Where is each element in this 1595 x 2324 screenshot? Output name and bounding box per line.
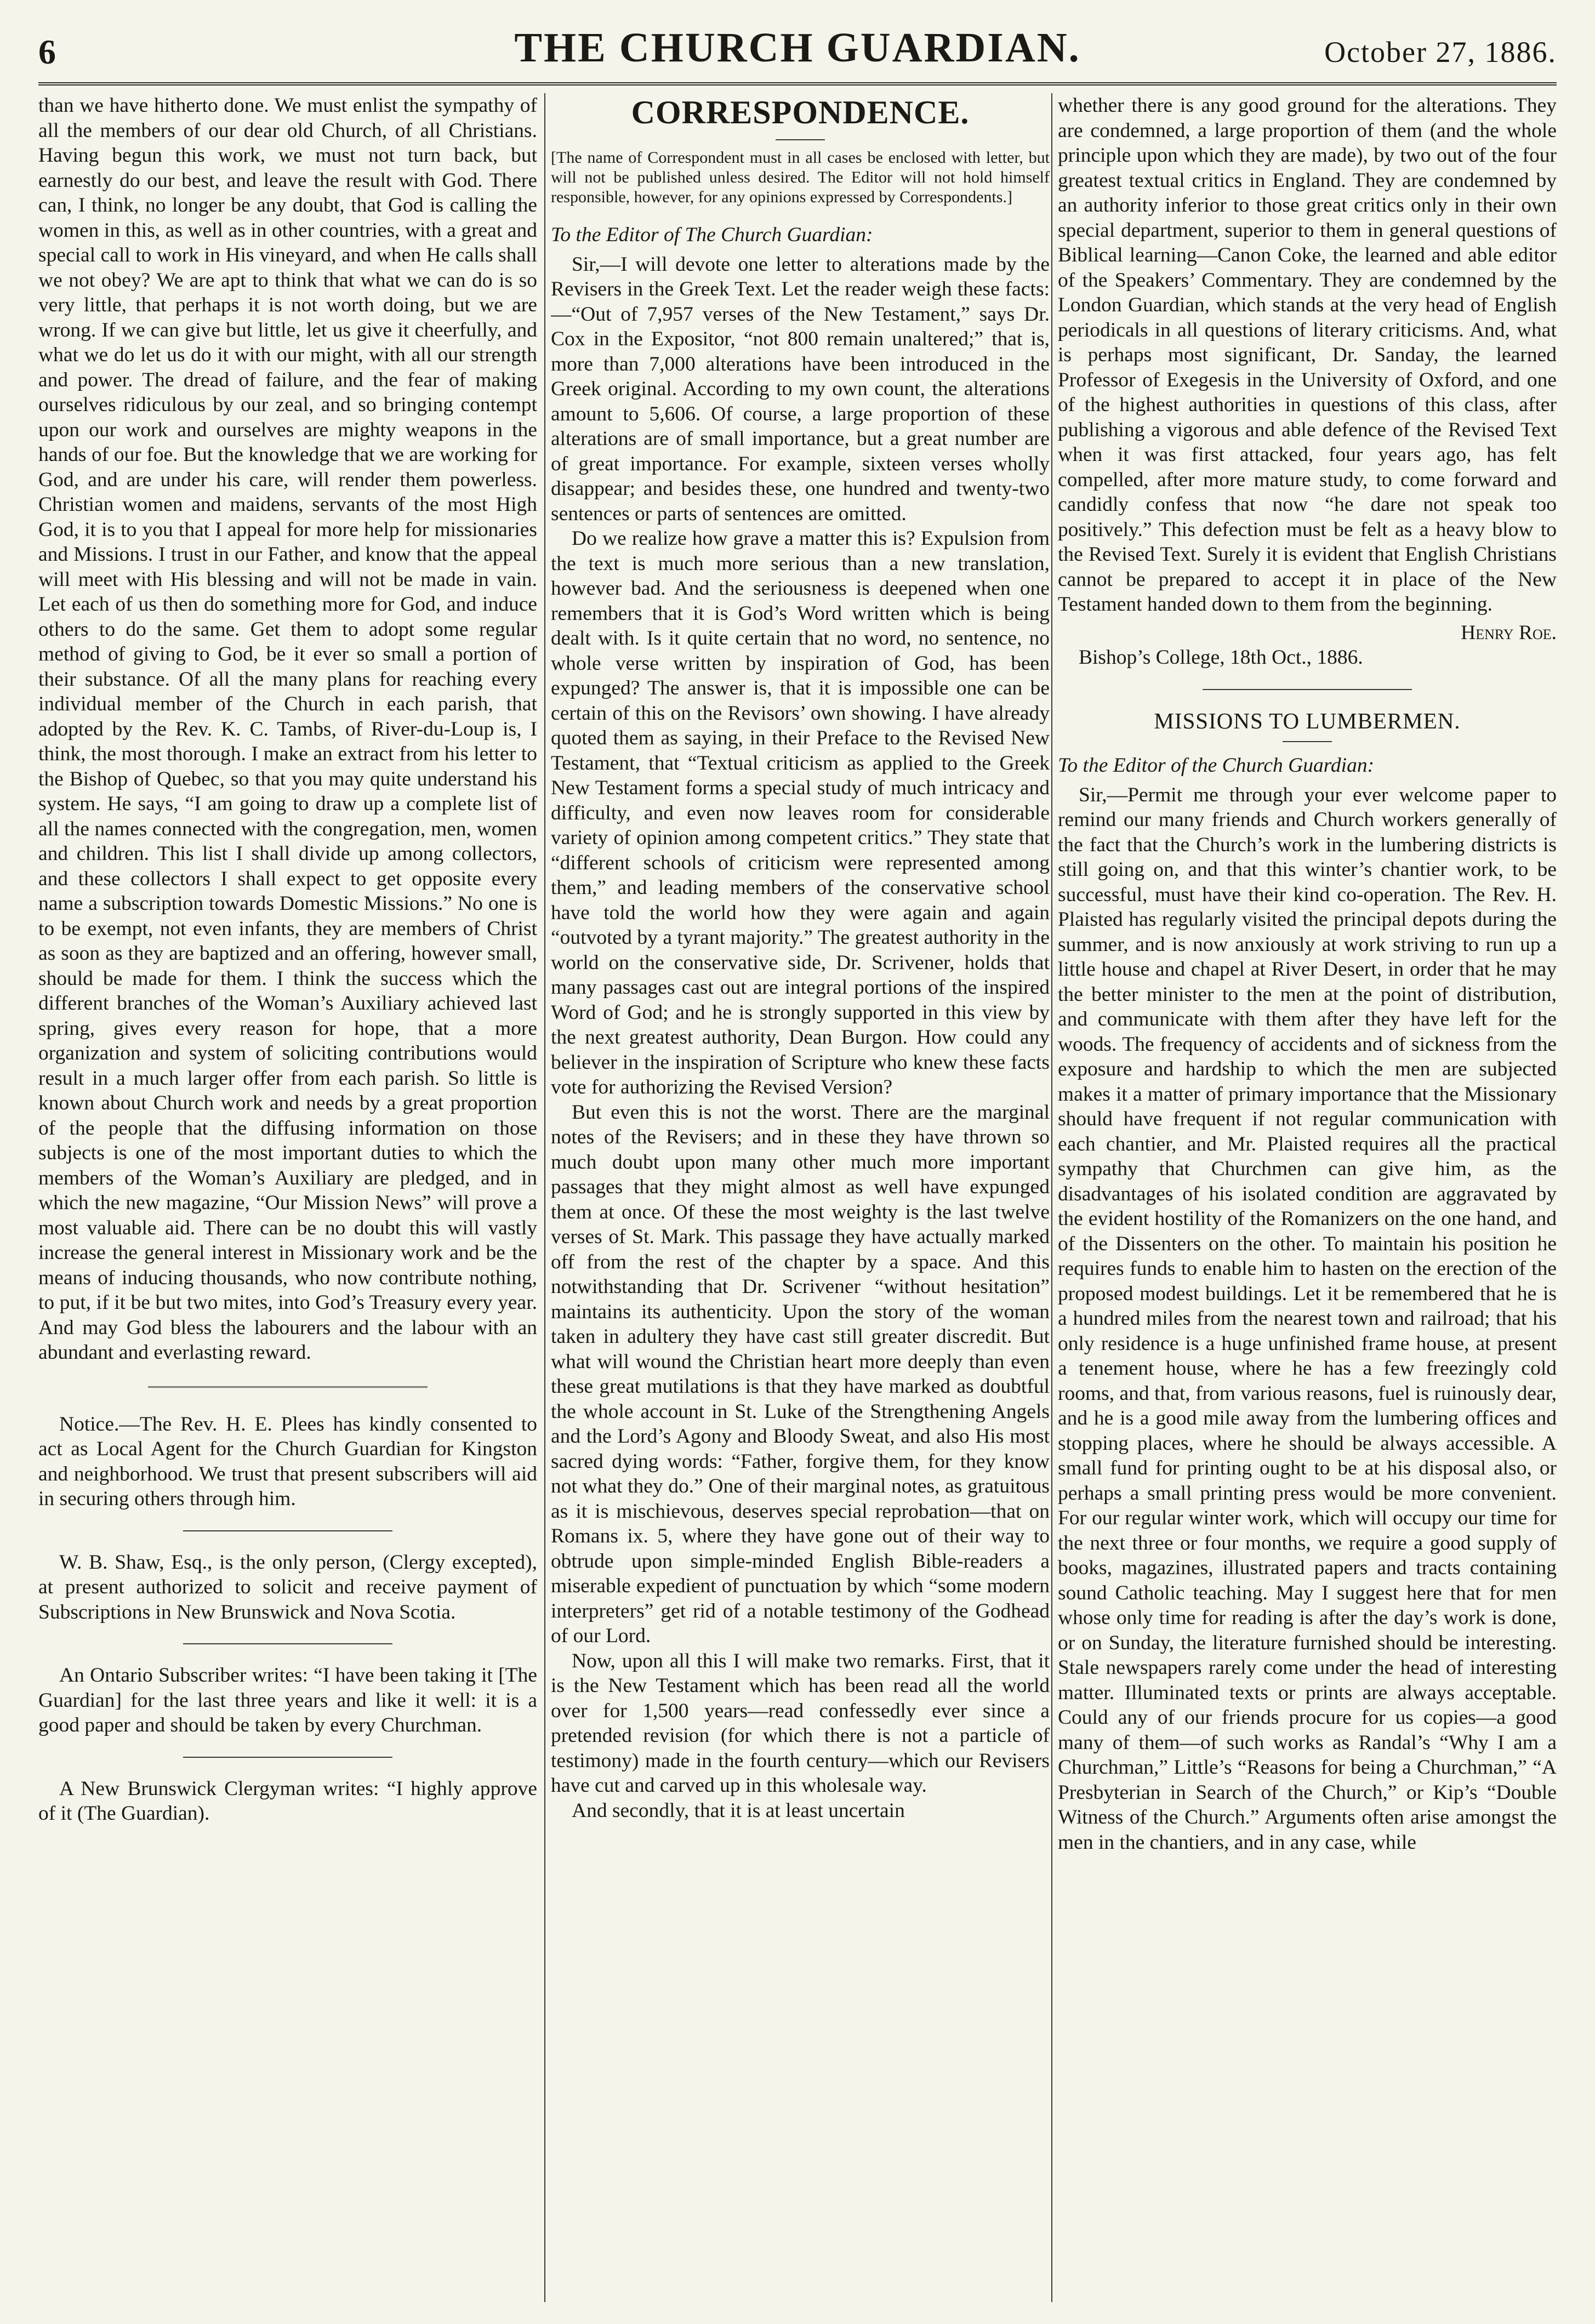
column-2 — [551, 93, 1050, 2302]
notice-local-agent: Notice.—The Rev. H. E. Plees has kindly consented to act as Local Agent for the Church Guardian for Kingston and neighborhood. We trust that present subscribers will aid in securing others through him. — [38, 1412, 537, 1510]
missions-heading: MISSIONS TO LUMBERMEN. — [1154, 708, 1461, 733]
section-divider — [148, 1386, 428, 1391]
notice-ontario-subscriber: An Ontario Subscriber writes: “I have been taking it [The Guardian] for the last three years and like it well: it is a good paper and should be taken by every Churchman. — [38, 1664, 537, 1736]
letter-paragraph: Sir,—I will devote one letter to alterations made by the Revisers in the Greek Text. Let the reader weigh these facts:—“Out of 7,957 verses of the New Testament,” says Dr. Cox in the Expositor, “not 800 remain unaltered;” that is, more than 7,000 alterations have been introduced in the Greek original. According to my own count, the alterations amount to 5,606. Of course, a large proportion of these alterations are of small importance, but a great number are of great importance. For example, sixteen verses wholly disappear; and besides these, one hundred and twenty-two sentences or parts of sentences are omitted. — [551, 253, 1050, 525]
notice-authorized-person: W. B. Shaw, Esq., is the only person, (Clergy excepted), at present authorized to solicit and receive payment of Subscriptions in New Brunswick and Nova Scotia. — [38, 1551, 537, 1624]
editor-note: [The name of Correspondent must in all cases be enclosed with letter, but will not be published unless desired. The Editor will not hold himself responsible, however, for any opinions expressed by Correspondents.] — [551, 149, 1050, 206]
section-divider — [1203, 689, 1412, 690]
notice-divider — [183, 1530, 392, 1531]
column-rule — [544, 93, 545, 2302]
letter-paragraph: But even this is not the worst. There are the marginal notes of the Revisers; and in these they have thrown so much doubt upon many other much more important passages that they might almost as well have expunged them at once. Of these the most weighty is the last twelve verses of St. Mark. This passage they have actually marked off from the rest of the chapter by a space. And this notwithstanding that Dr. Scrivener “without hesitation” maintains its authenticity. Upon the story of the woman taken in adultery they have cast still greater discredit. But what will wound the Christian heart more deeply than even these great mutilations is that they have marked as doubtful the whole account in St. Luke of the Strengthening Angels and the Lord’s Agony and Bloody Sweat, and also His most sacred dying words: “Father, forgive them, for they know not what they do.” One of their marginal notes, as gratuitous as it is mischievous, deserves special reprobation—that on Romans ix. 5, where they have gone out of their way to obtrude upon simple-minded English Bible-readers a miserable expedient of punctuation by which “some modern interpreters” get rid of a notable testimony of the Godhead of our Lord. — [551, 1101, 1050, 1647]
letter-address: To the Editor of the Church Guardian: — [1058, 754, 1375, 777]
column-3 — [1058, 93, 1557, 2302]
letter-paragraph: And secondly, that it is at least uncertain — [572, 1799, 905, 1822]
column-1 — [38, 93, 537, 2302]
column-rule — [1051, 93, 1052, 2302]
notice-divider — [183, 1643, 392, 1644]
correspondence-heading: CORRESPONDENCE. — [631, 94, 970, 130]
masthead: THE CHURCH GUARDIAN. — [514, 25, 1081, 71]
letter-sign-place: Bishop’s College, 18th Oct., 1886. — [1079, 646, 1363, 669]
heading-dash — [1283, 741, 1332, 742]
header-rule — [38, 82, 1557, 86]
letter-signature: Henry Roe. — [1461, 621, 1557, 644]
heading-dash — [776, 139, 825, 140]
issue-date: October 27, 1886. — [1324, 36, 1557, 69]
letter-address: To the Editor of The Church Guardian: — [551, 224, 873, 246]
letter-paragraph: Sir,—Permit me through your ever welcome paper to remind our many friends and Church workers generally of the fact that the Church’s work in the lumbering districts is still going on, and that this winter’s chantier work, to be successful, must have their kind co-operation. The Rev. H. Plaisted has regularly visited the principal depots during the summer, and is now anxiously at work striving to run up a little house and chapel at River Desert, in order that he may the better minister to the men at the point of distribution, and communicate with them after they have left for the woods. The frequency of accidents and of sickness from the exposure and hardship to which the men are subjected makes it a matter of primary importance that the Missionary should have frequent if not regular communication with each chantier, and Mr. Plaisted requires all the practical sympathy that Churchmen can give him, as the disadvantages of his isolated condition are aggravated by the evident hostility of the Romanizers on the one hand, and of the Dissenters on the other. To maintain his position he requires funds to enable him to hasten on the erection of the proposed modest buildings. Let it be remembered that he is a hundred miles from the nearest town and railroad; that his only residence is a huge unfinished frame house, at present a tenement house, where he has a few freezingly cold rooms, and that, from various reasons, fuel is ruinously dear, and he is a good mile away from the lumbering offices and stopping places, where he should be always accessible. A small fund for printing ought to be at his disposal also, or perhaps a small printing press would be more convenient. For our regular winter work, which will occupy our time for the next three or four months, we require a good supply of books, magazines, illustrated papers and tracts containing sound Catholic teaching. May I suggest here that for men whose only time for reading is after the day’s work is done, or on Sunday, the literature furnished should be interesting. Stale newspapers rarely come under the head of interesting matter. Illuminated texts or prints are always acceptable. Could any of our friends procure for us copies—a good many of them—of such works as Randal’s “Why I am a Churchman,” Little’s “Reasons for being a Churchman,” “A Presbyterian in Search of the Church,” or Kip’s “Double Witness of the Church.” Arguments often arise amongst the men in the chantiers, and in any case, while — [1058, 783, 1557, 1854]
notice-nb-clergyman: A New Brunswick Clergyman writes: “I highly approve of it (The Guardian). — [38, 1777, 537, 1825]
page-number: 6 — [38, 32, 56, 71]
letter-paragraph: Do we realize how grave a matter this is? Expulsion from the text is much more serious than a new translation, however bad. And the seriousness is deepened when one remembers that it is God’s Word written which is being dealt with. Is it quite certain that no word, no sentence, no whole verse written by inspiration of God, has been expunged? The answer is, that it is impossible one can be certain of this on the Revisors’ own showing. I have already quoted them as saying, in their Preface to the Revised New Testament, that “Textual criticism as applied to the Greek New Testament forms a special study of much intricacy and difficulty, and even now leaves room for considerable variety of opinion among competent critics.” They state that “different schools of criticism were represented among them,” and leading members of the conservative school have told the world how they were again and again “outvoted by a tyrant majority.” The greatest authority in the world on the conservative side, Dr. Scrivener, holds that many passages cast out are integral portions of the inspired Word of God; and he is strongly supported in this view by the next greatest authority, Dean Burgon. How could any believer in the inspiration of Scripture who knew these facts vote for authorizing the Revised Version? — [551, 527, 1050, 1098]
column-1-paragraph: than we have hitherto done. We must enlist the sympathy of all the members of our dear old Church, of all Christians. Having begun this work, we must not turn back, but earnestly do our best, and leave the result with God. There can, I think, no longer be any doubt, that God is calling the women in this, as well as in other countries, with a great and special call to work in His vineyard, and when He calls shall we not obey? We are apt to think that what we can do is so very little, that perhaps it is not worth doing, but we are wrong. If we can give but little, let us give it cheerfully, and what we do let us do it with our might, with all our strength and power. The dread of failure, and the fear of making ourselves ridiculous by our zeal, and so bringing contempt upon our work and ourselves are mighty weapons in the hands of our foe. But the knowledge that we are working for God, and are under his care, will render them powerless. Christian women and maidens, servants of the most High God, it is to you that I appeal for more help for missionaries and Missions. I trust in our Father, and know that the appeal will meet with His blessing and will not be made in vain. Let each of us then do something more for God, and induce others to do the same. Get them to adopt some regular method of giving to God, be it ever so small a portion of their substance. Of all the many plans for reaching every individual member of the Church in each parish, that adopted by the Rev. K. C. Tambs, of River-du-Loup is, I think, the most thorough. I make an extract from his letter to the Bishop of Quebec, so that you may quite understand his system. He says, “I am going to draw up a complete list of all the names connected with the congregation, men, women and children. This list I shall divide up among collectors, and these collectors I shall expect to get opposite every name a subscription towards Domestic Missions.” No one is to be exempt, not even infants, they are members of Christ as soon as they are baptized and an offering, however small, should be made for them. I think the success which the different branches of the Woman’s Auxiliary achieved last spring, gives every reason for hope, that a more organization and system of soliciting contributions would result in a much larger offer from each parish. So little is known about Church work and needs by a great proportion of the people that the diffusing information on those subjects is one of the most important duties to which the members of the Woman’s Auxiliary are pledged, and in which the new magazine, “Our Mission News” will prove a most valuable aid. There can be no doubt this will vastly increase the general interest in Missionary work and be the means of inducing thousands, who now contribute nothing, to put, if it be but two mites, into God’s Treasury every year. And may God bless the labourers and the labour with an abundant and everlasting reward. — [38, 94, 537, 1364]
notice-divider — [183, 1757, 392, 1758]
page-header — [38, 15, 1557, 76]
letter-paragraph: Now, upon all this I will make two remarks. First, that it is the New Testament which has been read all the world over for 1,500 years—read confessedly ever since a pretended revision (for which there is not a particle of testimony) made in the fourth century—which our Revisers have cut and carved up in this wholesale way. — [551, 1649, 1050, 1797]
letter-continuation: whether there is any good ground for the alterations. They are condemned, a large proportion of them (and the whole principle upon which they are made), by two out of the four greatest textual critics in England. They are condemned by an authority inferior to those great critics only in their own special department, superior to them in general questions of Biblical learning—Canon Coke, the learned and able editor of the Speakers’ Commentary. They are condemned by the London Guardian, which stands at the very head of English periodicals in all questions of literary criticisms. And, what is perhaps most significant, Dr. Sanday, the learned Professor of Exegesis in the University of Oxford, and one of the highest authorities in questions of this class, after publishing a vigorous and able defence of the Revised Text when it was first attacked, four years ago, has felt compelled, after more mature study, to come forward and candidly confess that now “he dare not speak too positively.” This defection must be felt as a heavy blow to the Revised Text. Surely it is evident that English Christians cannot be prepared to accept it in place of the New Testament handed down to them from the beginning. — [1058, 94, 1557, 616]
